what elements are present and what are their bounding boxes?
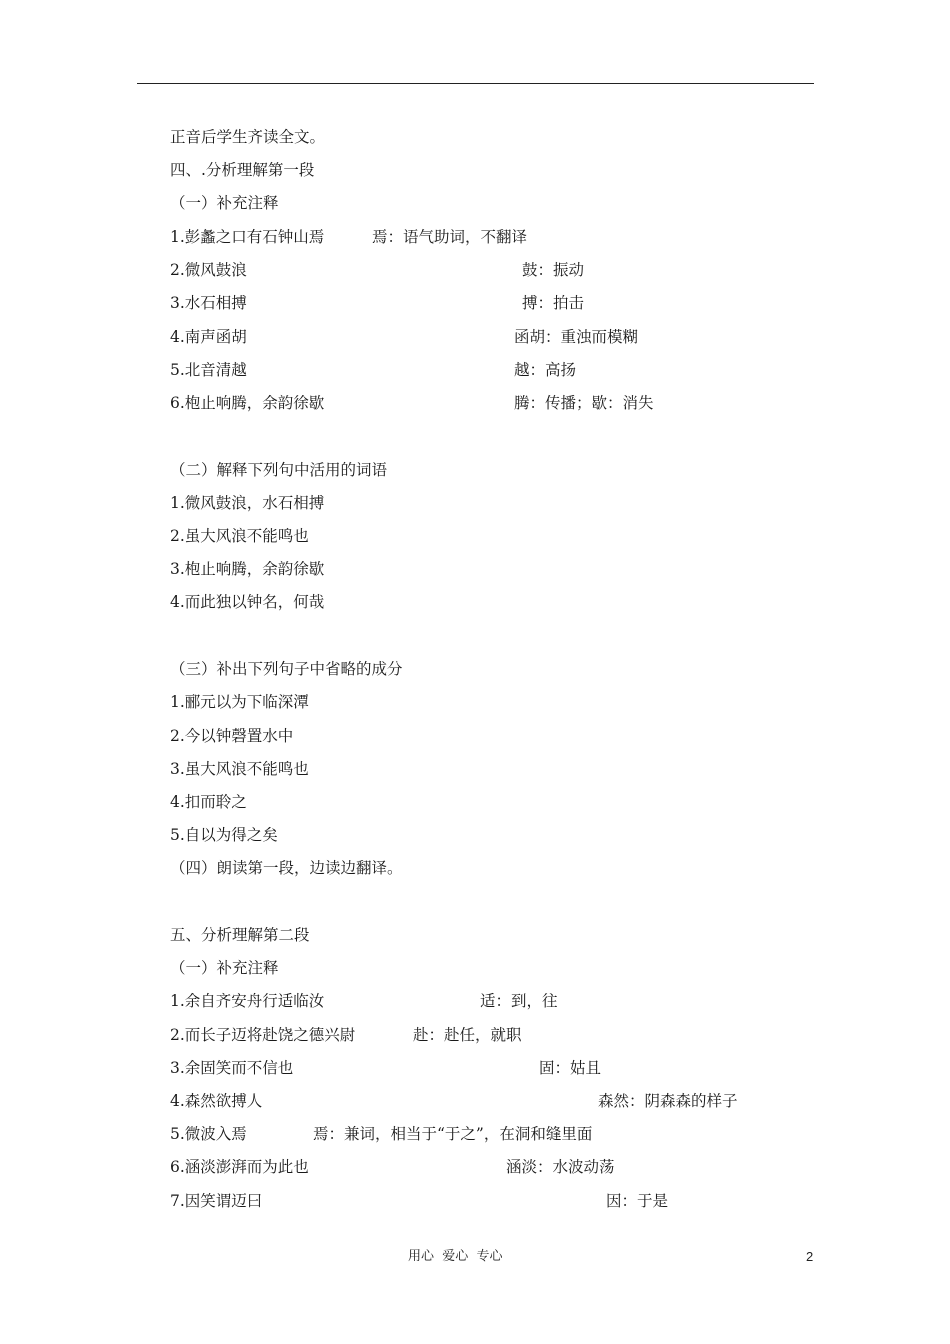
- annotation-note: 鼓：振动: [522, 261, 585, 279]
- annotation-term: 6.涵淡澎湃而为此也: [170, 1158, 309, 1176]
- annotation-term: 3.水石相搏: [170, 294, 247, 312]
- annotation-term: 4.南声函胡: [170, 328, 247, 346]
- section-heading: 四、.分析理解第一段: [170, 161, 315, 179]
- annotation-note: 焉：兼词，相当于“于之”，在洞和缝里面: [313, 1125, 593, 1143]
- annotation-term: 1.彭蠡之口有石钟山焉: [170, 228, 325, 246]
- annotation-note: 搏：拍击: [522, 294, 585, 312]
- annotation-term: 6.枹止响腾，余韵徐歇: [170, 394, 325, 412]
- subsection-heading: （四）朗读第一段，边读边翻译。: [170, 859, 403, 877]
- annotation-term: 7.因笑谓迈曰: [170, 1192, 263, 1210]
- annotation-note: 函胡：重浊而模糊: [514, 328, 639, 346]
- annotation-note: 因：于是: [606, 1192, 669, 1210]
- list-item: 2.今以钟磬置水中: [170, 727, 294, 745]
- list-item: 2.虽大风浪不能鸣也: [170, 527, 309, 545]
- annotation-term: 5.微波入焉: [170, 1125, 247, 1143]
- list-item: 1.郦元以为下临深潭: [170, 693, 309, 711]
- list-item: 4.而此独以钟名，何哉: [170, 593, 325, 611]
- annotation-term: 2.微风鼓浪: [170, 261, 247, 279]
- annotation-note: 赴：赴任，就职: [413, 1026, 522, 1044]
- list-item: 4.扣而聆之: [170, 793, 247, 811]
- annotation-note: 适：到，往: [480, 992, 558, 1010]
- annotation-note: 越：高扬: [514, 361, 577, 379]
- footer-motto: 用心 爱心 专心: [408, 1249, 503, 1264]
- annotation-note: 森然：阴森森的样子: [598, 1092, 738, 1110]
- annotation-note: 涵淡：水波动荡: [506, 1158, 615, 1176]
- page-number: 2: [806, 1249, 814, 1264]
- subsection-heading: （二）解释下列句中活用的词语: [170, 461, 388, 479]
- annotation-note: 固：姑且: [539, 1059, 602, 1077]
- annotation-term: 5.北音清越: [170, 361, 247, 379]
- header-rule: [137, 83, 814, 84]
- text-line: 正音后学生齐读全文。: [170, 128, 326, 146]
- list-item: 3.枹止响腾，余韵徐歇: [170, 560, 325, 578]
- annotation-note: 腾：传播；歇：消失: [514, 394, 654, 412]
- annotation-note: 焉：语气助词，不翻译: [372, 228, 528, 246]
- subsection-heading: （三）补出下列句子中省略的成分: [170, 660, 403, 678]
- annotation-term: 2.而长子迈将赴饶之德兴尉: [170, 1026, 356, 1044]
- annotation-term: 3.余固笑而不信也: [170, 1059, 294, 1077]
- subsection-heading: （一）补充注释: [170, 959, 279, 977]
- list-item: 1.微风鼓浪，水石相搏: [170, 494, 325, 512]
- subsection-heading: （一）补充注释: [170, 194, 279, 212]
- list-item: 5.自以为得之矣: [170, 826, 278, 844]
- annotation-term: 4.森然欲搏人: [170, 1092, 263, 1110]
- list-item: 3.虽大风浪不能鸣也: [170, 760, 309, 778]
- section-heading: 五、分析理解第二段: [170, 926, 310, 944]
- annotation-term: 1.余自齐安舟行适临汝: [170, 992, 325, 1010]
